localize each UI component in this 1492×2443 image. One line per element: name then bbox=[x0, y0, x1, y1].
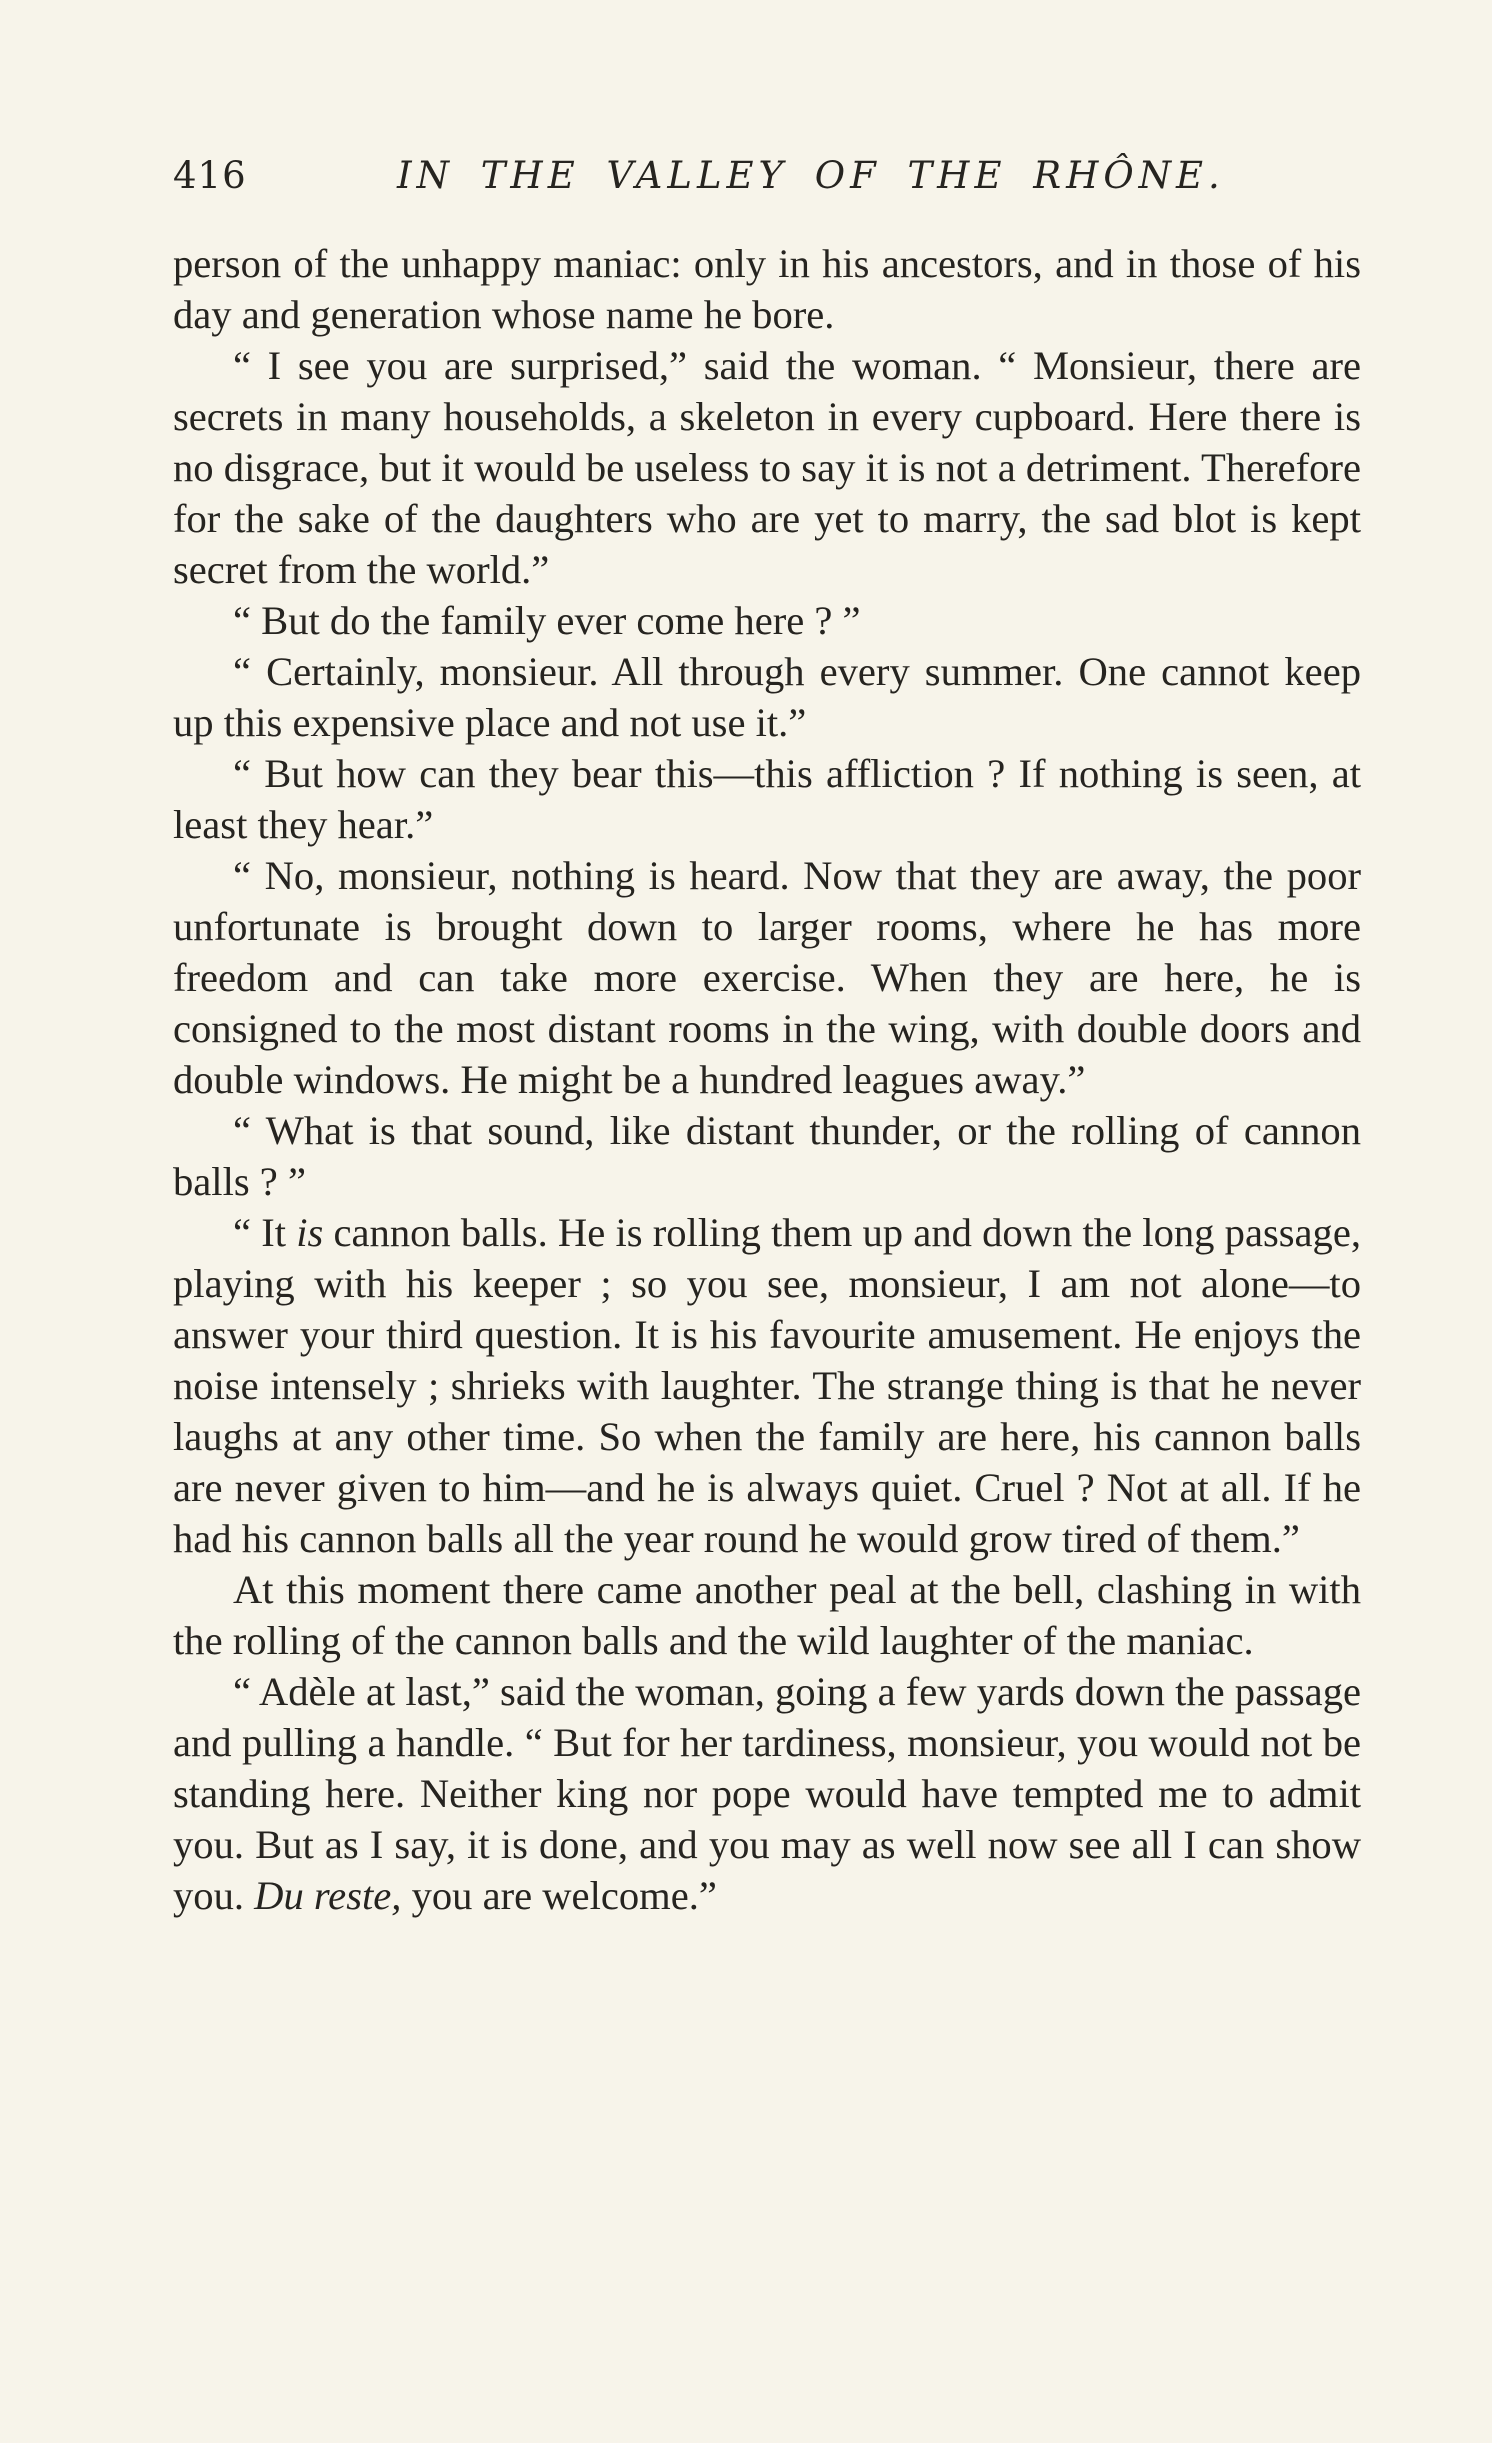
page-number: 416 bbox=[173, 154, 247, 197]
italic-phrase: Du reste, bbox=[254, 1873, 402, 1918]
paragraph bbox=[173, 1207, 1361, 1564]
paragraph: “ No, monsieur, nothing is heard. Now that they are away, the poor unfortunate is brought down to larger rooms, where he has more freedom and can take more exercise. When they are here, he is consigned to the most distant rooms in the wing, with double doors and double windows. He might be a hundred leagues away.” bbox=[173, 853, 1361, 1102]
paragraph: “ Certainly, monsieur. All through every summer. One cannot keep up this expensive place and not use it.” bbox=[173, 649, 1361, 745]
body-text bbox=[173, 238, 1361, 1921]
paragraph: person of the unhappy maniac: only in his ancestors, and in those of his day and generation whose name he bore. bbox=[173, 241, 1361, 337]
running-title: IN THE VALLEY OF THE RHÔNE. bbox=[397, 154, 1225, 197]
italic-emphasis: is bbox=[296, 1210, 324, 1255]
paragraph: “ But do the family ever come here ? ” bbox=[233, 598, 861, 643]
paragraph: “ What is that sound, like distant thunder, or the rolling of cannon balls ? ” bbox=[173, 1108, 1361, 1204]
paragraph-text: “ It bbox=[233, 1210, 297, 1255]
paragraph-text: you are welcome.” bbox=[401, 1873, 717, 1918]
paragraph: “ But how can they bear this—this affliction ? If nothing is seen, at least they hear.” bbox=[173, 751, 1361, 847]
running-head bbox=[173, 146, 1361, 206]
paragraph bbox=[173, 1666, 1361, 1921]
paragraph: “ I see you are surprised,” said the woman. “ Monsieur, there are secrets in many households, a skeleton in every cupboard. Here there is no disgrace, but it would be useless to say it is not a detriment. Therefore for the sake of the daughters who are yet to marry, the sad blot is kept secret from the world.” bbox=[173, 343, 1361, 592]
paragraph-text: “ Adèle at last,” said the woman, going a few yards down the passage and pulling a handle. “ But for her tardiness, monsieur, you would not be standing here. Neither king nor pope would have tempted me to admit you. But as I say, it is done, and you may as well now see all I can show you. bbox=[173, 1669, 1361, 1918]
paragraph-text: cannon balls. He is rolling them up and down the long passage, playing with his keeper ; so you see, monsieur, I am not alone—to answer your third question. It is his favourite amusement. He enjoys the noise intensely ; shrieks with laughter. The strange thing is that he never laughs at any other time. So when the family are here, his cannon balls are never given to him—and he is always quiet. Cruel ? Not at all. If he had his cannon balls all the year round he would grow tired of them.” bbox=[173, 1210, 1361, 1561]
paragraph: At this moment there came another peal at the bell, clashing in with the rolling of the cannon balls and the wild laughter of the maniac. bbox=[173, 1567, 1361, 1663]
